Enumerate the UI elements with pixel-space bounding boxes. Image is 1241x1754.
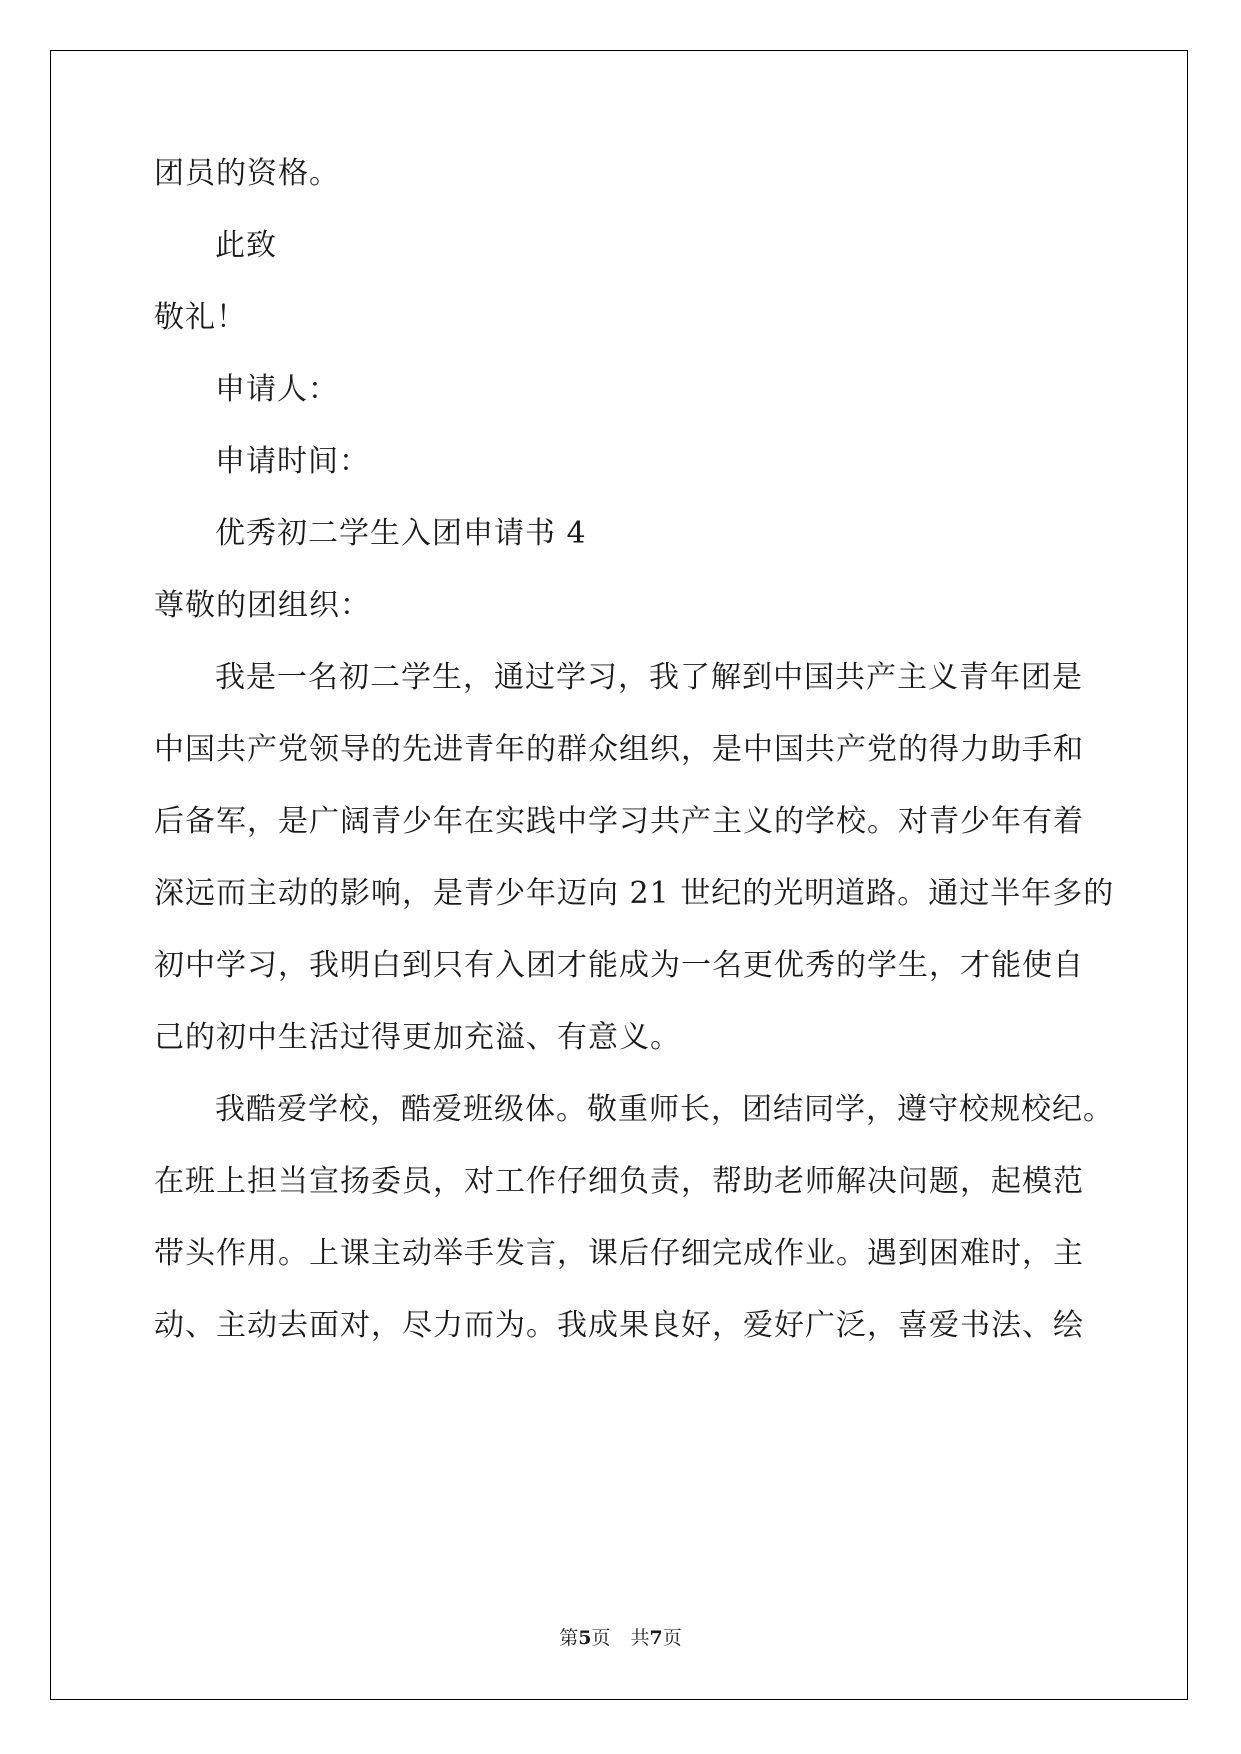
footer-total-unit: 页: [662, 1627, 682, 1649]
footer-total-prefix: 共: [630, 1627, 650, 1649]
footer-total-pages: 7: [649, 1627, 663, 1649]
section-title: 优秀初二学生入团申请书 4: [215, 516, 587, 551]
greeting: 尊敬的团组织：: [154, 588, 371, 623]
closing-salutation: 此致: [215, 228, 277, 263]
body-line: 动、主动去面对，尽力而为。我成果良好，爱好广泛，喜爱书法、绘: [154, 1308, 1084, 1343]
footer-page-unit: 页: [591, 1627, 611, 1649]
body-line: 己的初中生活过得更加充溢、有意义。: [154, 1020, 681, 1055]
body-line: 初中学习，我明白到只有入团才能成为一名更优秀的学生，才能使自: [154, 948, 1084, 983]
date-label: 申请时间：: [215, 444, 370, 479]
body-line: 我是一名初二学生，通过学习，我了解到中国共产主义青年团是: [215, 660, 1083, 695]
footer-prefix: 第: [559, 1627, 579, 1649]
footer-page-number: 5: [578, 1627, 592, 1649]
page-footer: [0, 1626, 1241, 1650]
paragraph-end-line: 团员的资格。: [154, 156, 340, 191]
body-line: 中国共产党领导的先进青年的群众组织，是中国共产党的得力助手和: [154, 732, 1084, 767]
body-line: 带头作用。上课主动举手发言，课后仔细完成作业。遇到困难时，主: [154, 1236, 1084, 1271]
body-line: 深远而主动的影响，是青少年迈向 21 世纪的光明道路。通过半年多的: [154, 876, 1115, 911]
body-line: 我酷爱学校，酷爱班级体。敬重师长，团结同学，遵守校规校纪。: [215, 1092, 1114, 1127]
body-line: 在班上担当宣扬委员，对工作仔细负责，帮助老师解决问题，起模范: [154, 1164, 1084, 1199]
closing-regards: 敬礼！: [154, 300, 247, 335]
body-line: 后备军，是广阔青少年在实践中学习共产主义的学校。对青少年有着: [154, 804, 1084, 839]
applicant-label: 申请人：: [215, 372, 339, 407]
